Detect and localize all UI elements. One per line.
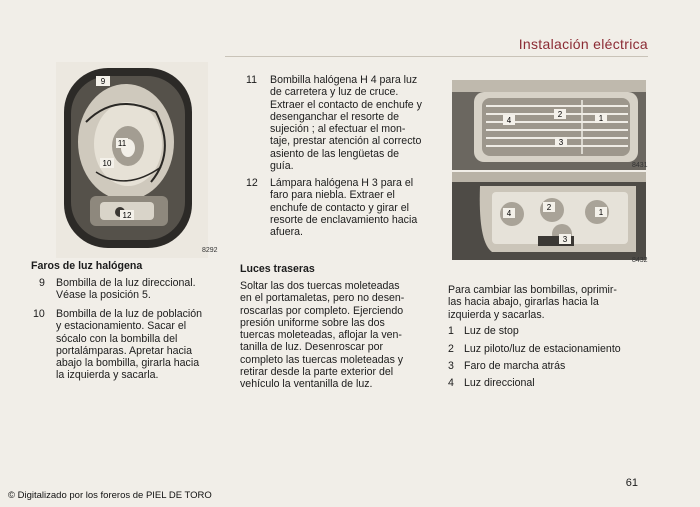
headlamp-heading: Faros de luz halógena — [31, 260, 143, 272]
item-text-line: Bombilla de la luz de población — [56, 308, 203, 320]
figure-code: 8431 — [632, 162, 648, 169]
item-text-line: resorte de enclavamiento hacia — [270, 213, 418, 226]
rear-lamp-lens-figure — [452, 80, 646, 170]
paragraph-line: completo las tuercas moleteadas y — [240, 353, 404, 366]
item-text-line: desenganchar el resorte de — [270, 110, 399, 123]
item-text-line: sócalo con la bombilla del — [56, 332, 178, 345]
headlamp-figure — [56, 62, 208, 258]
list-label: Luz direccional — [464, 377, 535, 389]
paragraph-line: retirar desde la parte exterior del — [240, 366, 394, 379]
paragraph-line: roscarlas por completo. Ejerciendo — [240, 304, 404, 317]
bulb-change-intro — [448, 284, 648, 321]
footer-credit: © Digitalizado por los foreros de PIEL DE TORO — [8, 490, 212, 501]
headlamp-callout: 10 — [102, 159, 112, 168]
figure-code: 8292 — [202, 247, 218, 254]
bulb-holder-callout: 4 — [506, 209, 512, 218]
item-text-line: asiento de las lengüetas de — [270, 147, 399, 160]
paragraph-line: tanilla de luz. Desenroscar por — [240, 341, 384, 354]
header-rule — [225, 56, 648, 57]
headlamp-callout: 11 — [117, 139, 127, 148]
list-label: Faro de marcha atrás — [464, 360, 566, 372]
paragraph-line: vehículo la ventanilla de luz. — [240, 378, 373, 391]
rear-lights-paragraph — [240, 280, 440, 391]
list-label: Luz piloto/luz de estacionamiento — [464, 343, 621, 355]
item-text-line: Bombilla de la luz direccional. — [56, 277, 196, 289]
paragraph-line: tuercas moleteadas, aflojar la ven- — [240, 329, 402, 342]
item-text-line: y estacionamiento. Sacar el — [56, 320, 187, 333]
list-number: 4 — [448, 377, 454, 389]
item-12 — [246, 177, 442, 241]
item-text-line: abajo la bombilla, girarla hacia — [56, 357, 200, 370]
item-text-line: Extraer el contacto de enchufe y — [270, 98, 422, 111]
item-text-line: guía. — [270, 160, 294, 173]
rear-lamp-bulb-holder-figure — [452, 172, 646, 260]
item-text-line: portalámparas. Apretar hacia — [56, 344, 193, 357]
paragraph-line: en el portamaletas, pero no desen- — [240, 292, 405, 305]
rear-lights-heading: Luces traseras — [240, 263, 315, 275]
item-text-line: enchufe de contacto y girar el — [270, 201, 409, 214]
paragraph-line: Para cambiar las bombillas, oprimir- — [448, 284, 617, 296]
rear-lens-callout: 4 — [506, 116, 512, 125]
paragraph-line: presión uniforme sobre las dos — [240, 316, 385, 329]
item-number: 12 — [246, 177, 258, 189]
item-10 — [33, 308, 229, 384]
headlamp-callout: 9 — [100, 77, 106, 86]
rear-lens-callout: 1 — [598, 114, 604, 123]
rear-lens-callout: 2 — [557, 110, 563, 119]
list-number: 1 — [448, 325, 454, 337]
headlamp-callout: 12 — [122, 211, 132, 220]
item-text-line: afuera. — [270, 226, 303, 239]
bulb-holder-callout: 2 — [546, 203, 552, 212]
item-text-line: sujeción ; al efectuar el mon- — [270, 123, 406, 136]
page-number: 61 — [625, 477, 638, 489]
list-number: 2 — [448, 343, 454, 355]
list-label: Luz de stop — [464, 325, 519, 337]
item-text-line: taje, prestar atención al correcto — [270, 135, 422, 148]
item-9 — [39, 277, 229, 303]
rear-lens-callout: 3 — [558, 138, 564, 147]
item-text-line: Lámpara halógena H 3 para el — [270, 177, 414, 189]
item-number: 9 — [39, 277, 45, 289]
item-text-line: de carretera y luz de cruce. — [270, 86, 399, 99]
list-number: 3 — [448, 360, 454, 372]
item-text-line: faro para niebla. Extraer el — [270, 189, 395, 202]
item-number: 11 — [246, 74, 257, 86]
item-text-line: Véase la posición 5. — [56, 289, 151, 302]
item-number: 10 — [33, 308, 45, 320]
item-11 — [246, 74, 442, 174]
figure-code: 8432 — [632, 257, 648, 264]
section-title: Instalación eléctrica — [518, 36, 648, 52]
bulb-holder-callout: 1 — [598, 208, 604, 217]
paragraph-line: izquierda y sacarlas. — [448, 308, 545, 321]
bulb-holder-callout: 3 — [562, 235, 568, 244]
item-text-line: Bombilla halógena H 4 para luz — [270, 74, 418, 86]
paragraph-line: Soltar las dos tuercas moleteadas — [240, 280, 400, 292]
item-text-line: la izquierda y sacarla. — [56, 369, 159, 382]
paragraph-line: las hacia abajo, girarlas hacia la — [448, 296, 599, 309]
